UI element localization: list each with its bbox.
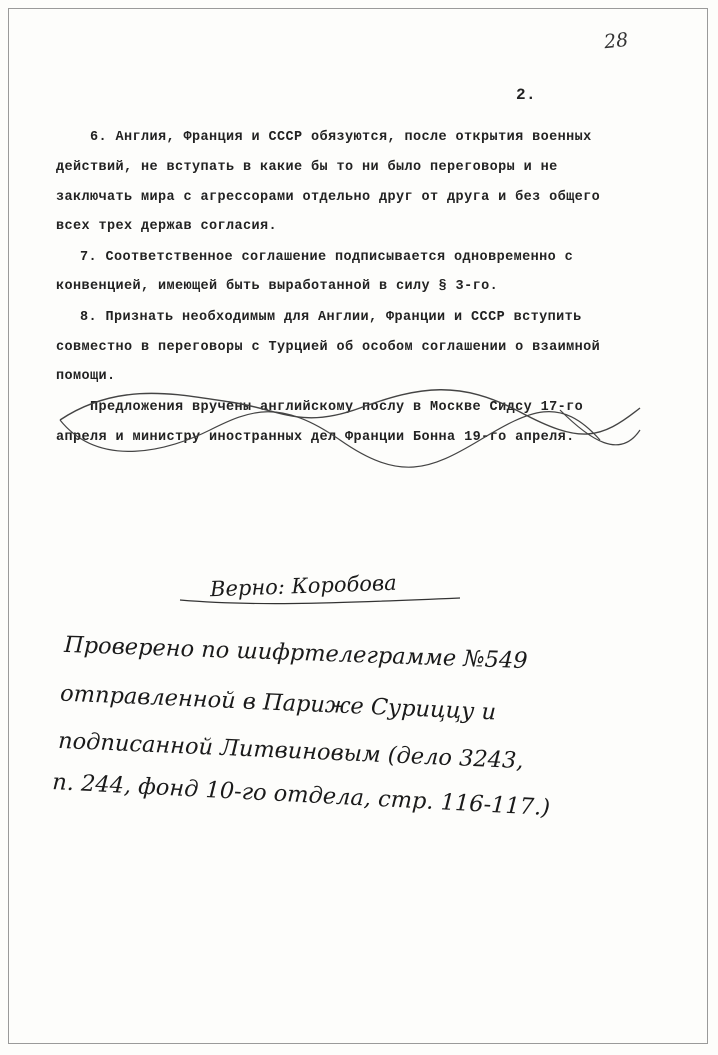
paragraph-6-line-3: заключать мира с агрессорами отдельно друг от друга и без общего: [56, 190, 601, 205]
paragraph-6-line-2: действий, не вступать в какие бы то ни было переговоры и не: [56, 160, 558, 175]
closing-line-2: апреля и министру иностранных дел Франции Бонна 19-го апреля.: [56, 430, 575, 445]
folio-number: 28: [602, 28, 630, 54]
closing-line-1: Предложения вручены английскому послу в Москве Сидсу 17-го: [90, 400, 584, 415]
page-number: 2.: [516, 86, 537, 104]
paragraph-7-line-1: 7. Соответственное соглашение подписывается одновременно с: [80, 250, 574, 265]
paragraph-8-line-3: помощи.: [56, 369, 116, 384]
paragraph-7-line-2: конвенцией, имеющей быть выработанной в силу § 3-го.: [56, 279, 499, 294]
paragraph-8-line-2: совместно в переговоры с Турцией об особом соглашении о взаимной: [56, 340, 601, 355]
paragraph-6-line-1: 6. Англия, Франция и СССР обязуются, после открытия военных: [90, 130, 592, 145]
paragraph-6-line-4: всех трех держав согласия.: [56, 219, 278, 234]
handwritten-note-line-3: подписанной Литвиновым (дело 3243,: [57, 727, 525, 775]
signature: Верно: Коробова: [209, 570, 398, 602]
handwritten-note-line-1: Проверено по шифртелеграмме №549: [63, 631, 529, 675]
paragraph-8-line-1: 8. Признать необходимым для Англии, Франции и СССР вступить: [80, 310, 582, 325]
handwritten-note-line-2: отправленной в Париже Суриццу и: [59, 680, 497, 726]
handwritten-note-line-4: п. 244, фонд 10-го отдела, стр. 116-117.): [51, 768, 551, 822]
